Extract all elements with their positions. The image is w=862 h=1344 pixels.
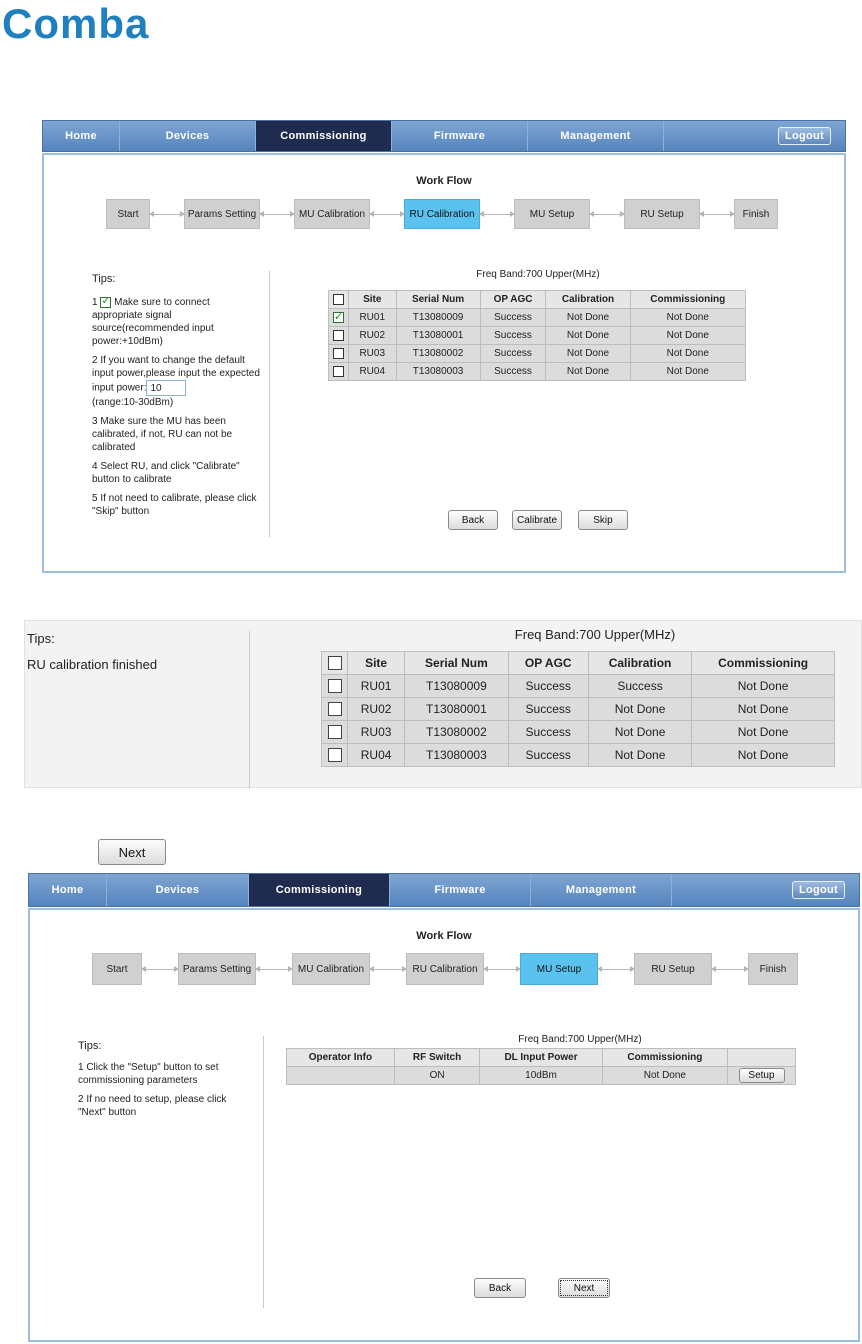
step-mu-calibration: MU Calibration [292,953,370,985]
nav-commissioning[interactable]: Commissioning [249,874,390,906]
nav-management[interactable]: Management [528,121,664,151]
cell-serial: T13080003 [405,744,508,767]
cell-agc: Success [508,675,588,698]
nav-spacer [664,121,845,151]
table-row [287,1067,796,1085]
nav-spacer [672,874,859,906]
cell-agc: Success [480,345,546,363]
row-checkbox[interactable] [328,725,342,739]
step-arrow [142,969,178,970]
col-calibration: Calibration [588,652,691,675]
table-header [287,1049,796,1067]
col-commissioning: Commissioning [630,291,745,309]
cell-commissioning: Not Done [630,363,745,381]
col-agc: OP AGC [480,291,546,309]
step-arrow [370,214,404,215]
cell-operator [287,1067,395,1085]
back-button[interactable]: Back [474,1278,526,1298]
cell-agc: Success [508,698,588,721]
step-arrow [590,214,624,215]
next-button-large[interactable]: Next [98,839,166,865]
step-arrow [484,969,520,970]
logout-button[interactable]: Logout [778,127,831,145]
step-params-setting: Params Setting [178,953,256,985]
row-checkbox[interactable] [333,366,344,377]
step-arrow [700,214,734,215]
table-row [322,721,835,744]
cell-commissioning: Not Done [692,721,835,744]
row-checkbox[interactable] [333,348,344,359]
step-arrow [256,969,292,970]
cell-site: RU02 [348,698,405,721]
col-operator-info: Operator Info [287,1049,395,1067]
tips-panel [78,1040,248,1125]
table-header [329,291,746,309]
cell-serial: T13080001 [396,327,480,345]
workflow-title: Work Flow [416,930,472,942]
step-mu-calibration: MU Calibration [294,199,370,229]
cell-serial: T13080003 [396,363,480,381]
table-row [329,363,746,381]
cell-site: RU04 [349,363,397,381]
nav-devices[interactable]: Devices [107,874,249,906]
nav-devices[interactable]: Devices [120,121,256,151]
comba-logo [0,2,190,48]
workflow-title: Work Flow [416,175,472,187]
ru-result-panel [24,620,862,788]
cell-serial: T13080001 [405,698,508,721]
step-mu-setup: MU Setup [514,199,590,229]
row-select-cell [329,327,349,345]
table-row [322,698,835,721]
select-all-checkbox[interactable] [333,294,344,305]
step-arrow [480,214,514,215]
logout-button[interactable]: Logout [792,881,845,899]
top-nav [28,873,860,907]
step-ru-calibration: RU Calibration [404,199,480,229]
step-ru-calibration: RU Calibration [406,953,484,985]
cell-serial: T13080002 [396,345,480,363]
step-mu-setup: MU Setup [520,953,598,985]
step-start: Start [106,199,150,229]
workflow-steps [106,199,778,229]
cell-commissioning: Not Done [630,309,745,327]
col-commissioning: Commissioning [602,1049,727,1067]
col-agc: OP AGC [508,652,588,675]
col-serial: Serial Num [396,291,480,309]
back-button[interactable]: Back [448,510,498,530]
divider [263,1036,264,1308]
tip-1: 1 ✓ Make sure to connect appropriate signal source(recommended input power:+10dBm) [92,296,262,348]
tips-panel [92,273,262,524]
workflow-steps [92,953,798,985]
freq-band-label: Freq Band:700 Upper(MHz) [514,627,676,642]
row-checkbox[interactable] [328,679,342,693]
tip-4: 4 Select RU, and click "Calibrate" button to calibrate [92,461,240,485]
row-checkbox[interactable] [333,312,344,323]
nav-home[interactable]: Home [43,121,120,151]
cell-action [728,1067,796,1085]
tip-1: 1 Click the "Setup" button to set commissioning parameters [78,1062,219,1086]
row-select-cell [322,744,348,767]
step-params-setting: Params Setting [184,199,260,229]
cell-site: RU03 [348,721,405,744]
tips-title: Tips: [78,1040,102,1052]
cell-calibration: Not Done [546,345,630,363]
cell-calibration: Not Done [588,744,691,767]
step-ru-setup: RU Setup [634,953,712,985]
ru-table [328,290,746,381]
select-all-checkbox[interactable] [328,656,342,670]
skip-button[interactable]: Skip [578,510,628,530]
table-row [329,309,746,327]
step-arrow [712,969,748,970]
select-all-cell [329,291,349,309]
divider [249,631,250,789]
row-select-cell [322,698,348,721]
table-row [322,675,835,698]
cell-calibration: Not Done [588,698,691,721]
col-site: Site [349,291,397,309]
col-dl-input-power: DL Input Power [480,1049,602,1067]
mu-setup-panel [28,908,860,1342]
nav-home[interactable]: Home [29,874,107,906]
confirm-signal-checkbox[interactable] [100,297,111,308]
table-row [322,744,835,767]
tip-2: 2 If you want to change the default input power,please input the expected input power: 10 (range:10-30dBm) [92,355,260,408]
nav-management[interactable]: Management [531,874,672,906]
cell-site: RU04 [348,744,405,767]
select-all-cell [322,652,348,675]
cell-commissioning: Not Done [692,698,835,721]
tips-title: Tips: [92,273,116,285]
step-start: Start [92,953,142,985]
cell-agc: Success [480,327,546,345]
cell-calibration: Not Done [546,327,630,345]
table-row [329,327,746,345]
ru-calibration-panel [42,153,846,573]
row-checkbox[interactable] [328,748,342,762]
cell-agc: Success [508,721,588,744]
ru-result-table [321,651,835,767]
row-select-cell [329,345,349,363]
step-ru-setup: RU Setup [624,199,700,229]
nav-commissioning[interactable]: Commissioning [256,121,392,151]
cell-serial: T13080009 [405,675,508,698]
tip-2: 2 If no need to setup, please click "Next" button [78,1094,227,1118]
cell-site: RU01 [349,309,397,327]
tips-title: Tips: [27,631,55,646]
cell-dl-power: 10dBm [480,1067,602,1085]
divider [269,271,270,537]
table-header [322,652,835,675]
tip-3: 3 Make sure the MU has been calibrated, if not, RU can not be calibrated [92,416,233,453]
step-arrow [370,969,406,970]
nav-firmware[interactable]: Firmware [390,874,531,906]
cell-site: RU02 [349,327,397,345]
row-select-cell [322,675,348,698]
cell-serial: T13080002 [405,721,508,744]
mu-setup-table [286,1048,796,1085]
step-arrow [598,969,634,970]
row-checkbox[interactable] [333,330,344,341]
row-select-cell [329,309,349,327]
row-checkbox[interactable] [328,702,342,716]
nav-firmware[interactable]: Firmware [392,121,528,151]
setup-button[interactable]: Setup [739,1068,785,1083]
next-button[interactable]: Next [558,1278,610,1298]
step-arrow [260,214,294,215]
freq-band-label: Freq Band:700 Upper(MHz) [476,269,600,280]
cell-commissioning: Not Done [630,327,745,345]
cell-commissioning: Not Done [692,744,835,767]
cell-rf-switch: ON [394,1067,479,1085]
cell-commissioning: Not Done [602,1067,727,1085]
cell-calibration: Not Done [588,721,691,744]
cell-agc: Success [480,309,546,327]
calibrate-button[interactable]: Calibrate [512,510,562,530]
col-calibration: Calibration [546,291,630,309]
col-commissioning: Commissioning [692,652,835,675]
cell-calibration: Success [588,675,691,698]
col-site: Site [348,652,405,675]
col-rf-switch: RF Switch [394,1049,479,1067]
col-serial: Serial Num [405,652,508,675]
cell-serial: T13080009 [396,309,480,327]
svg-text:Comba: Comba [2,2,150,47]
step-finish: Finish [734,199,778,229]
input-power-field[interactable]: 10 [146,380,186,396]
top-nav [42,120,846,152]
freq-band-label: Freq Band:700 Upper(MHz) [518,1034,642,1045]
row-select-cell [322,721,348,744]
tip-finished: RU calibration finished [27,657,158,672]
step-arrow [150,214,184,215]
cell-agc: Success [480,363,546,381]
cell-site: RU03 [349,345,397,363]
col-action [728,1049,796,1067]
cell-calibration: Not Done [546,363,630,381]
step-finish: Finish [748,953,798,985]
cell-commissioning: Not Done [630,345,745,363]
cell-calibration: Not Done [546,309,630,327]
cell-commissioning: Not Done [692,675,835,698]
tip-5: 5 If not need to calibrate, please click "Skip" button [92,493,257,517]
cell-agc: Success [508,744,588,767]
cell-site: RU01 [348,675,405,698]
table-row [329,345,746,363]
row-select-cell [329,363,349,381]
